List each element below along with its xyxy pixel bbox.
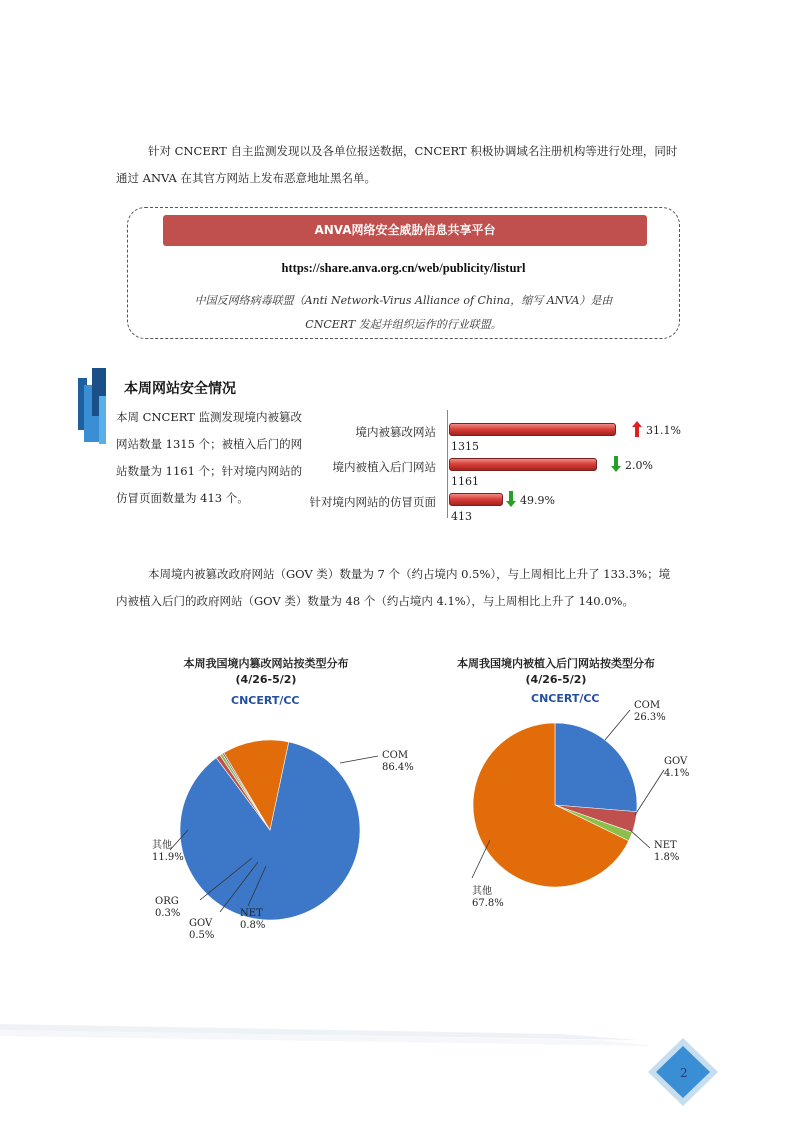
cncert-logo: CNCERT/CC bbox=[231, 694, 300, 707]
arrow-down-icon bbox=[611, 456, 621, 476]
pie-left-label-net: NET 0.8% bbox=[240, 908, 266, 931]
arrow-up-icon bbox=[632, 421, 642, 441]
pie-right-label-com: COM 26.3% bbox=[634, 700, 666, 723]
pie-leader-line bbox=[472, 840, 490, 878]
pie-left-title: 本周我国境内篡改网站按类型分布 bbox=[183, 657, 349, 670]
bar-value-label: 1161 bbox=[451, 475, 479, 488]
pie-left-label-com: COM 86.4% bbox=[382, 750, 414, 773]
pie-slice-com bbox=[555, 723, 637, 812]
bar-mark bbox=[449, 458, 597, 471]
pie-right-chart bbox=[430, 700, 690, 900]
bar-chart-axis bbox=[447, 410, 448, 518]
arrow-down-icon bbox=[506, 491, 516, 511]
cncert-logo: CNCERT/CC bbox=[531, 692, 600, 705]
pie-right-date: (4/26-5/2) bbox=[525, 673, 587, 686]
pie-left-label-other: 其他 11.9% bbox=[152, 840, 184, 863]
pie-leader-line bbox=[635, 770, 664, 815]
pie-right-label-net: NET 1.8% bbox=[654, 840, 680, 863]
anva-info-box bbox=[127, 207, 680, 339]
anva-url-link[interactable]: https://share.anva.org.cn/web/publicity/listurl bbox=[281, 261, 526, 275]
bar-category-label: 针对境内网站的仿冒页面 bbox=[309, 495, 436, 509]
bar-change-label: 49.9% bbox=[520, 494, 555, 507]
page-number: 2 bbox=[680, 1066, 688, 1080]
pie-left-label-org: ORG 0.3% bbox=[155, 896, 181, 919]
pie-right-label-other: 其他 67.8% bbox=[472, 886, 504, 909]
bar-mark bbox=[449, 493, 503, 506]
pie-right-label-gov: GOV 4.1% bbox=[664, 756, 690, 779]
pie-leader-line bbox=[605, 710, 630, 740]
gov-line-2: 内被植入后门的政府网站（GOV 类）数量为 48 个（约占境内 4.1%），与上周相比上升了 140.0%。 bbox=[116, 594, 634, 608]
intro-line-1: 针对 CNCERT 自主监测发现以及各单位报送数据，CNCERT 积极协调域名注册机构等进行处理，同时 bbox=[148, 144, 678, 158]
pie-left-label-gov: GOV 0.5% bbox=[189, 918, 215, 941]
anva-note-line-1: 中国反网络病毒联盟（Anti Network-Virus Alliance of China，缩写 ANVA）是由 bbox=[194, 294, 613, 307]
anva-note-line-2: CNCERT 发起并组织运作的行业联盟。 bbox=[305, 318, 502, 331]
intro-line-2: 通过 ANVA 在其官方网站上发布恶意地址黑名单。 bbox=[116, 171, 377, 185]
bar-value-label: 413 bbox=[451, 510, 472, 523]
pie-right-title: 本周我国境内被植入后门网站按类型分布 bbox=[457, 657, 655, 670]
bar-mark bbox=[449, 423, 616, 436]
pie-leader-line bbox=[630, 830, 650, 848]
bar-category-label: 境内被篡改网站 bbox=[355, 425, 436, 439]
section-summary-text: 本周 CNCERT 监测发现境内被篡改网站数量 1315 个；被植入后门的网站数量为 1161 个；针对境内网站的仿冒页面数量为 413 个。 bbox=[116, 410, 303, 505]
section-title: 本周网站安全情况 bbox=[124, 381, 236, 397]
anva-box-header: ANVA网络安全威胁信息共享平台 bbox=[163, 215, 647, 246]
gov-line-1: 本周境内被篡改政府网站（GOV 类）数量为 7 个（约占境内 0.5%），与上周相比上升了 133.3%；境 bbox=[148, 567, 671, 581]
bar-category-label: 境内被植入后门网站 bbox=[332, 460, 436, 474]
footer-decoration bbox=[0, 1010, 793, 1122]
bar-value-label: 1315 bbox=[451, 440, 479, 453]
bar-change-label: 31.1% bbox=[646, 424, 681, 437]
pie-left-date: (4/26-5/2) bbox=[235, 673, 297, 686]
bar-change-label: 2.0% bbox=[625, 459, 653, 472]
pie-leader-line bbox=[340, 756, 378, 763]
